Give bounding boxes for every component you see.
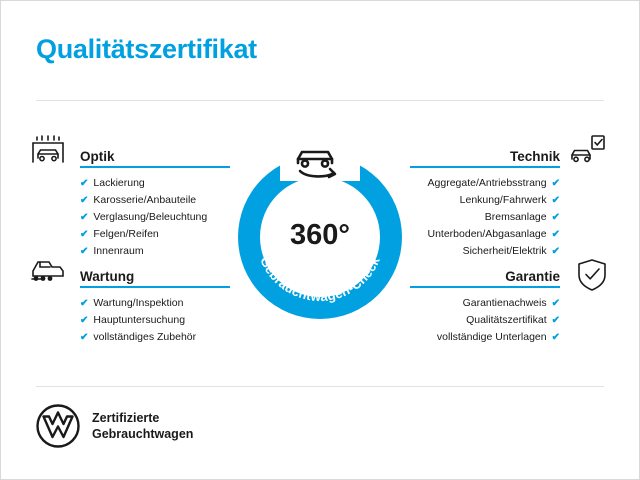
shield-check-icon bbox=[574, 258, 610, 292]
section-title: Garantie bbox=[505, 269, 560, 284]
list-item bbox=[80, 312, 230, 329]
check-icon: ✔ bbox=[80, 315, 89, 326]
list-item-label: Karosserie/Anbauteile bbox=[93, 194, 197, 206]
check-icon: ✔ bbox=[80, 178, 89, 189]
footer-line-1: Zertifizierte bbox=[92, 411, 160, 425]
badge-curved-text: Gebrauchtwagen-Check bbox=[257, 254, 383, 305]
check-icon: ✔ bbox=[551, 298, 560, 309]
list-item bbox=[410, 175, 560, 192]
check-icon: ✔ bbox=[80, 246, 89, 257]
list-item-label: Lenkung/Fahrwerk bbox=[459, 194, 547, 206]
badge-360 bbox=[238, 155, 402, 319]
car-lift-icon bbox=[30, 254, 66, 288]
section-wartung bbox=[80, 262, 230, 346]
check-icon: ✔ bbox=[551, 195, 560, 206]
list-item bbox=[80, 192, 230, 209]
list-item bbox=[410, 295, 560, 312]
section-underline bbox=[80, 166, 230, 168]
section-items bbox=[80, 175, 230, 260]
section-items bbox=[80, 295, 230, 346]
list-item-label: vollständige Unterlagen bbox=[436, 331, 547, 343]
section-underline bbox=[80, 286, 230, 288]
title-divider bbox=[36, 100, 604, 101]
list-item-label: Felgen/Reifen bbox=[93, 228, 159, 240]
list-item bbox=[410, 329, 560, 346]
list-item bbox=[80, 175, 230, 192]
list-item-label: Aggregate/Antriebsstrang bbox=[427, 177, 547, 189]
list-item-label: Qualitätszertifikat bbox=[466, 314, 547, 326]
list-item bbox=[410, 226, 560, 243]
section-header bbox=[410, 262, 560, 288]
check-icon: ✔ bbox=[80, 212, 89, 223]
list-item-label: Wartung/Inspektion bbox=[93, 297, 184, 309]
list-item bbox=[410, 243, 560, 260]
list-item-label: Innenraum bbox=[93, 245, 144, 257]
list-item-label: Garantienachweis bbox=[462, 297, 547, 309]
list-item-label: vollständiges Zubehör bbox=[93, 331, 197, 343]
section-items bbox=[410, 175, 560, 260]
check-icon: ✔ bbox=[80, 332, 89, 343]
check-icon: ✔ bbox=[551, 246, 560, 257]
footer bbox=[36, 404, 193, 448]
section-underline bbox=[410, 286, 560, 288]
section-header bbox=[410, 142, 560, 168]
list-item bbox=[410, 209, 560, 226]
check-icon: ✔ bbox=[80, 195, 89, 206]
section-header bbox=[80, 142, 230, 168]
section-title: Technik bbox=[509, 149, 560, 164]
section-title: Wartung bbox=[80, 269, 135, 284]
car-checklist-icon bbox=[570, 134, 606, 168]
list-item bbox=[80, 329, 230, 346]
list-item-label: Sicherheit/Elektrik bbox=[462, 245, 547, 257]
list-item bbox=[80, 209, 230, 226]
check-icon: ✔ bbox=[551, 212, 560, 223]
list-item bbox=[410, 312, 560, 329]
list-item-label: Unterboden/Abgasanlage bbox=[427, 228, 547, 240]
section-technik bbox=[410, 142, 560, 260]
check-icon: ✔ bbox=[551, 315, 560, 326]
section-garantie bbox=[410, 262, 560, 346]
footer-line-2: Gebrauchtwagen bbox=[92, 427, 194, 441]
list-item-label: Verglasung/Beleuchtung bbox=[93, 211, 208, 223]
check-icon: ✔ bbox=[551, 178, 560, 189]
list-item-label: Hauptuntersuchung bbox=[93, 314, 186, 326]
section-underline bbox=[410, 166, 560, 168]
footer-text bbox=[92, 410, 193, 442]
check-icon: ✔ bbox=[80, 298, 89, 309]
vw-logo bbox=[36, 404, 80, 448]
footer-divider bbox=[36, 386, 604, 387]
car-360-icon bbox=[290, 141, 350, 187]
section-title: Optik bbox=[80, 149, 115, 164]
check-icon: ✔ bbox=[551, 229, 560, 240]
page-title: Qualitätszertifikat bbox=[36, 34, 257, 64]
check-icon: ✔ bbox=[551, 332, 560, 343]
car-wash-icon bbox=[30, 134, 66, 168]
section-header bbox=[80, 262, 230, 288]
section-optik bbox=[80, 142, 230, 260]
list-item-label: Lackierung bbox=[93, 177, 145, 189]
svg-text:Gebrauchtwagen-Check bbox=[257, 254, 383, 304]
section-items bbox=[410, 295, 560, 346]
check-icon: ✔ bbox=[80, 229, 89, 240]
list-item bbox=[80, 295, 230, 312]
list-item bbox=[410, 192, 560, 209]
list-item bbox=[80, 243, 230, 260]
list-item bbox=[80, 226, 230, 243]
list-item-label: Bremsanlage bbox=[484, 211, 547, 223]
badge-center-label: 360° bbox=[290, 219, 350, 251]
